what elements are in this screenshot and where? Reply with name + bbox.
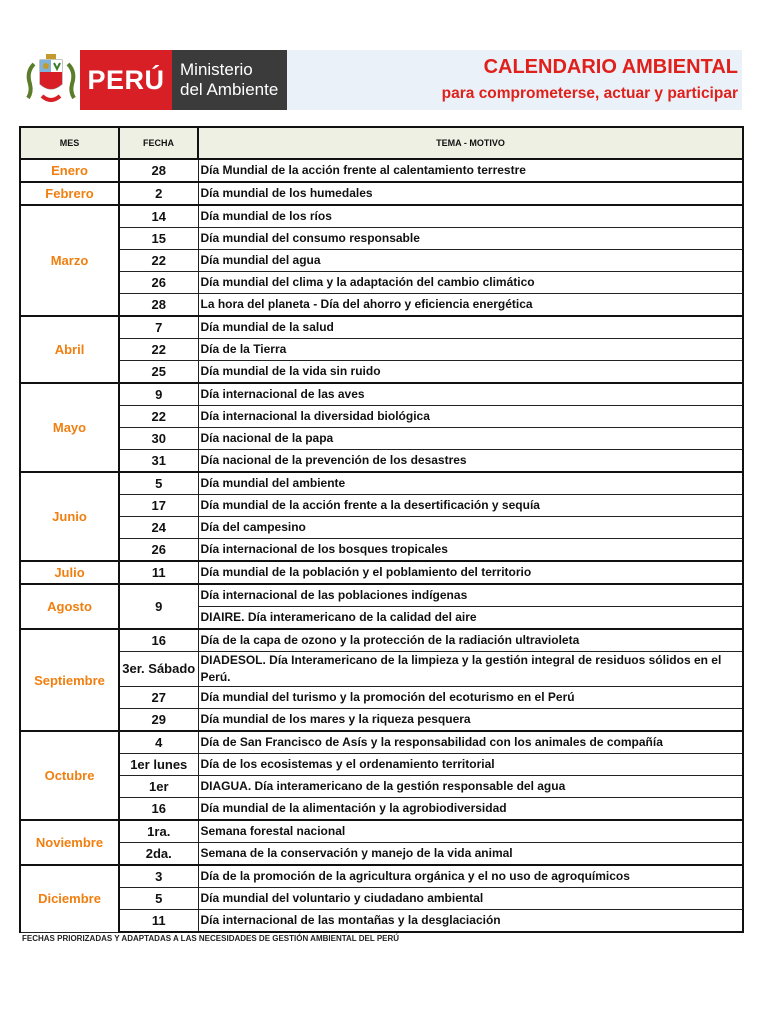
theme-cell: Día mundial de los mares y la riqueza pesquera [198,709,743,732]
date-cell: 29 [119,709,198,732]
table-row [20,652,743,687]
table-row [20,205,743,228]
theme-cell: Día mundial del turismo y la promoción del ecoturismo en el Perú [198,687,743,709]
page-subtitle: para comprometerse, actuar y participar [441,85,738,102]
date-cell: 30 [119,428,198,450]
calendar-body [20,159,743,932]
month-cell: Septiembre [20,629,119,731]
table-row [20,406,743,428]
date-cell: 11 [119,561,198,584]
table-row [20,561,743,584]
theme-cell: Día del campesino [198,517,743,539]
page-title: CALENDARIO AMBIENTAL [483,56,738,78]
date-cell: 26 [119,539,198,562]
table-row [20,820,743,843]
theme-cell: DIAGUA. Día interamericano de la gestión responsable del agua [198,776,743,798]
header-mes: MES [20,127,119,159]
table-row [20,428,743,450]
table-row [20,250,743,272]
table-row [20,687,743,709]
footer-note: FECHAS PRIORIZADAS Y ADAPTADAS A LAS NECESIDADES DE GESTIÓN AMBIENTAL DEL PERÚ [22,934,400,943]
ministry-line-2: del Ambiente [180,80,279,99]
date-cell: 1ra. [119,820,198,843]
month-cell: Noviembre [20,820,119,865]
table-row [20,584,743,607]
table-row [20,731,743,754]
date-cell: 2 [119,182,198,205]
month-cell: Febrero [20,182,119,205]
ministry-line-1: Ministerio [180,60,253,79]
date-cell: 27 [119,687,198,709]
date-cell: 22 [119,406,198,428]
date-cell: 14 [119,205,198,228]
table-row [20,159,743,182]
date-cell: 16 [119,629,198,652]
header-tema: TEMA - MOTIVO [198,127,743,159]
month-cell: Octubre [20,731,119,820]
theme-cell: Día internacional de los bosques tropicales [198,539,743,562]
date-cell: 9 [119,383,198,406]
theme-cell: Día internacional la diversidad biológica [198,406,743,428]
theme-cell: La hora del planeta - Día del ahorro y eficiencia energética [198,294,743,317]
table-row [20,754,743,776]
table-row [20,450,743,473]
theme-cell: Día mundial de la alimentación y la agrobiodiversidad [198,798,743,821]
month-cell: Abril [20,316,119,383]
date-cell: 17 [119,495,198,517]
month-cell: Diciembre [20,865,119,932]
theme-cell: Día internacional de las poblaciones indígenas [198,584,743,607]
theme-cell: Día mundial de los ríos [198,205,743,228]
date-cell: 2da. [119,843,198,866]
month-cell: Mayo [20,383,119,472]
date-cell: 25 [119,361,198,384]
header-fecha: FECHA [119,127,198,159]
date-cell: 24 [119,517,198,539]
table-row [20,539,743,562]
table-row [20,472,743,495]
ministry-label [172,50,287,110]
month-cell: Enero [20,159,119,182]
table-row [20,272,743,294]
table-row [20,709,743,732]
theme-cell: Día mundial de los humedales [198,182,743,205]
date-cell: 28 [119,294,198,317]
theme-cell: Día de la Tierra [198,339,743,361]
table-row [20,495,743,517]
theme-cell: Día nacional de la prevención de los desastres [198,450,743,473]
date-cell: 31 [119,450,198,473]
date-cell: 1er [119,776,198,798]
theme-cell: Día Mundial de la acción frente al calentamiento terrestre [198,159,743,182]
table-row [20,517,743,539]
table-row [20,776,743,798]
theme-cell: Semana forestal nacional [198,820,743,843]
date-cell: 5 [119,472,198,495]
theme-cell: DIAIRE. Día interamericano de la calidad del aire [198,607,743,630]
month-cell: Agosto [20,584,119,629]
theme-cell: Día internacional de las montañas y la desglaciación [198,910,743,933]
table-row [20,865,743,888]
month-cell: Marzo [20,205,119,316]
date-cell: 4 [119,731,198,754]
theme-cell: Día mundial de la vida sin ruido [198,361,743,384]
date-cell: 26 [119,272,198,294]
theme-cell: Día de San Francisco de Asís y la responsabilidad con los animales de compañía [198,731,743,754]
theme-cell: Día de la promoción de la agricultura orgánica y el no uso de agroquímicos [198,865,743,888]
theme-cell: Semana de la conservación y manejo de la vida animal [198,843,743,866]
date-cell: 5 [119,888,198,910]
theme-cell: Día mundial de la población y el poblamiento del territorio [198,561,743,584]
date-cell: 1er lunes [119,754,198,776]
theme-cell: Día nacional de la papa [198,428,743,450]
page-header [22,50,742,110]
table-row [20,339,743,361]
date-cell: 22 [119,250,198,272]
date-cell: 7 [119,316,198,339]
calendar-table [19,126,744,933]
theme-cell: Día de la capa de ozono y la protección de la radiación ultravioleta [198,629,743,652]
date-cell: 15 [119,228,198,250]
government-logo [22,50,287,110]
theme-cell: DIADESOL. Día Interamericano de la limpieza y la gestión integral de residuos sólidos en el Perú. [198,652,743,687]
table-row [20,910,743,933]
theme-cell: Día mundial del voluntario y ciudadano ambiental [198,888,743,910]
table-row [20,294,743,317]
table-row [20,629,743,652]
title-banner [287,50,742,110]
date-cell: 3 [119,865,198,888]
table-row [20,316,743,339]
table-row [20,888,743,910]
table-row [20,383,743,406]
theme-cell: Día mundial del consumo responsable [198,228,743,250]
theme-cell: Día de los ecosistemas y el ordenamiento territorial [198,754,743,776]
theme-cell: Día mundial del agua [198,250,743,272]
theme-cell: Día mundial de la salud [198,316,743,339]
date-cell: 11 [119,910,198,933]
month-cell: Junio [20,472,119,561]
date-cell: 3er. Sábado [119,652,198,687]
month-cell: Julio [20,561,119,584]
table-header-row [20,127,743,159]
date-cell: 28 [119,159,198,182]
peru-label: PERÚ [80,50,172,110]
table-row [20,228,743,250]
theme-cell: Día mundial de la acción frente a la desertificación y sequía [198,495,743,517]
table-row [20,843,743,866]
date-cell: 16 [119,798,198,821]
theme-cell: Día internacional de las aves [198,383,743,406]
table-row [20,798,743,821]
table-row [20,361,743,384]
date-cell: 22 [119,339,198,361]
date-cell: 9 [119,584,198,629]
table-row [20,182,743,205]
coat-of-arms-icon [22,50,80,110]
theme-cell: Día mundial del clima y la adaptación del cambio climático [198,272,743,294]
theme-cell: Día mundial del ambiente [198,472,743,495]
